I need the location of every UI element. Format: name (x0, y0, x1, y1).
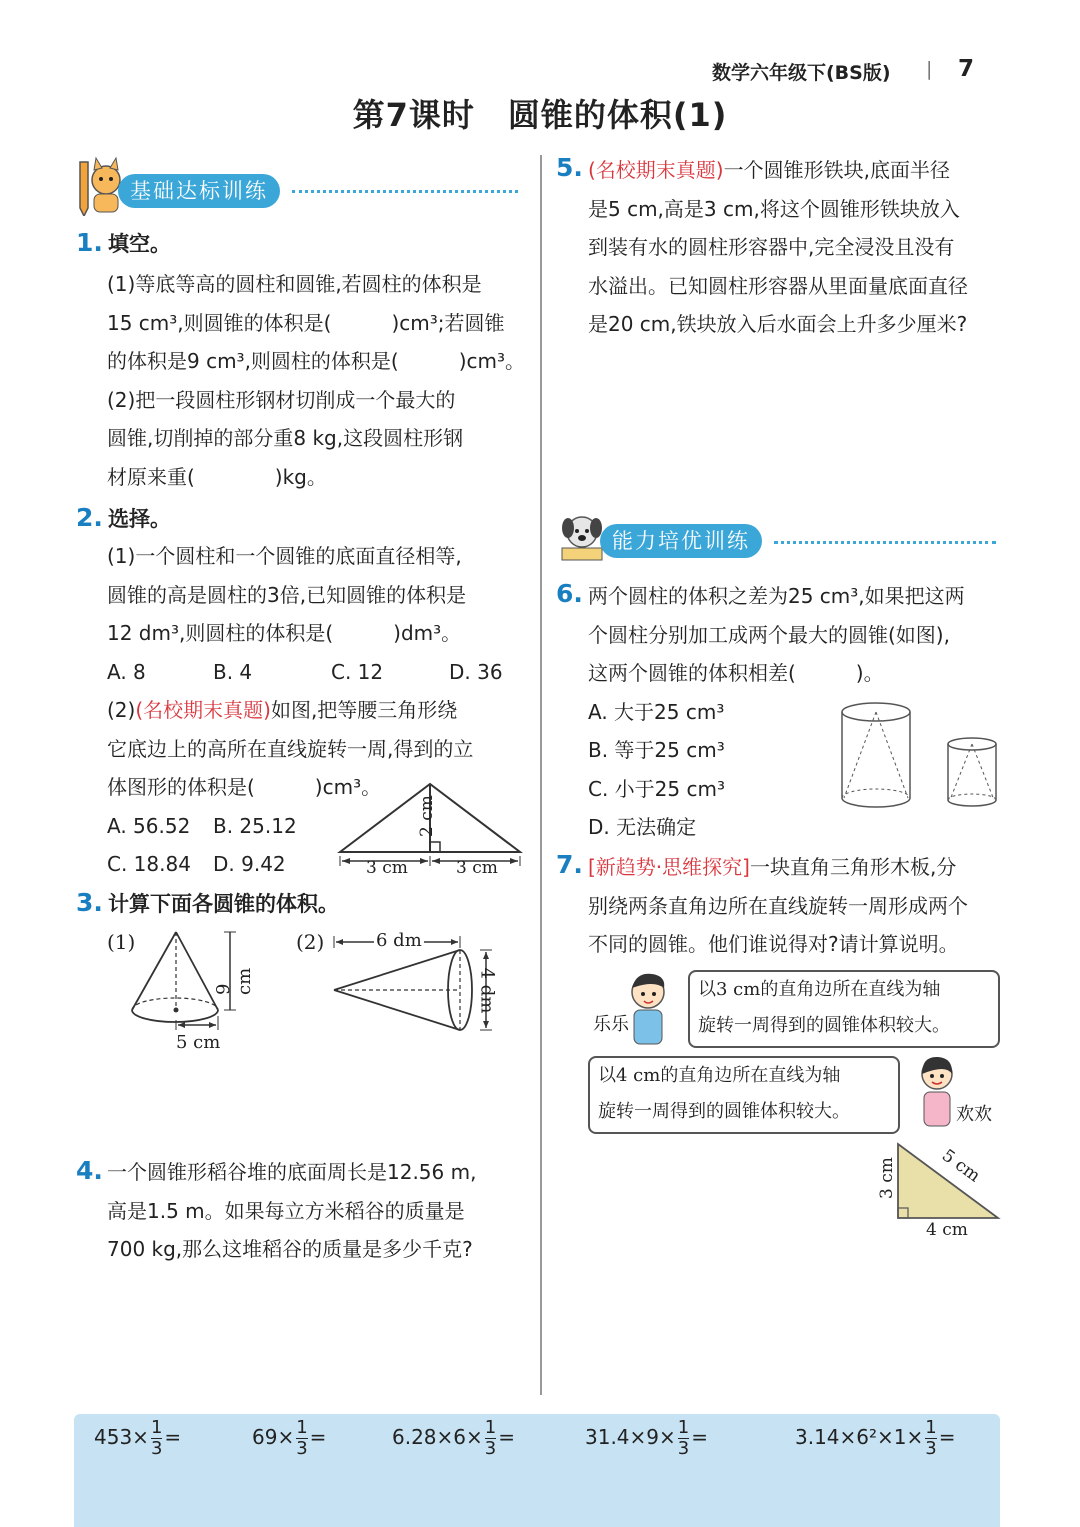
calc-num: 1 (677, 1417, 690, 1438)
q2-line: (1)一个圆柱和一个圆锥的底面直径相等, (107, 544, 462, 568)
q7-triangle-figure (870, 1138, 1010, 1248)
lesson-title: 第7课时 圆锥的体积(1) (352, 96, 728, 134)
q5-line: 是5 cm,高是3 cm,将这个圆锥形铁块放入 (588, 197, 960, 221)
banner-dots (774, 541, 996, 544)
q1-line: 的体积是9 cm³,则圆柱的体积是( )cm³。 (107, 349, 526, 373)
q2-number: 2. (76, 503, 103, 532)
calc-fraction (296, 1418, 307, 1459)
calc-num: 1 (925, 1417, 937, 1438)
section-banner-basic: 基础达标训练 (118, 174, 280, 208)
lele-line: 旋转一周得到的圆锥体积较大。 (698, 1015, 950, 1036)
calc-left: 69× (252, 1425, 295, 1449)
banner-dots (292, 190, 518, 193)
calc-right: = (691, 1425, 708, 1449)
column-divider (540, 155, 542, 1395)
calc-fraction (485, 1418, 496, 1459)
q7-num: 7. (556, 850, 583, 879)
q7-first-rest: 一块直角三角形木板,分 (749, 855, 957, 879)
calc-den: 3 (677, 1438, 690, 1459)
q5-body (588, 158, 1008, 348)
q7-tag: [新趋势·思维探究] (588, 855, 750, 879)
q1-body (107, 272, 537, 502)
huanhuan-name: 欢欢 (956, 1104, 992, 1125)
q2-line: 12 dm³,则圆柱的体积是( )dm³。 (107, 621, 462, 645)
q6-line: 这两个圆锥的体积相差( )。 (588, 661, 884, 685)
q5-first-rest: 一个圆锥形铁块,底面半径 (723, 158, 950, 182)
q2-p2-prefix: (2) (107, 698, 136, 722)
calc-fraction (678, 1418, 689, 1459)
calc-den: 3 (925, 1438, 937, 1459)
q7-line: 不同的圆锥。他们谁说得对?请计算说明。 (588, 932, 959, 956)
q3-p2-label: (2) (296, 930, 325, 954)
calc-den: 3 (296, 1438, 308, 1459)
q1-title: 填空。 (108, 232, 171, 256)
calc-left: 31.4×9× (585, 1425, 676, 1449)
q2-triangle-figure (336, 780, 526, 880)
q5-line: 到装有水的圆柱形容器中,完全浸没且没有 (588, 235, 955, 259)
q3 (76, 888, 339, 918)
calc-left: 3.14×6²×1× (795, 1425, 924, 1449)
calc-num: 1 (296, 1417, 308, 1438)
lele-line: 以3 cm的直角边所在直线为轴 (698, 979, 941, 1000)
q7-hyp: 5 cm (938, 1145, 984, 1187)
q2-p2-line (107, 698, 457, 722)
q2-line: 圆锥的高是圆柱的3倍,已知圆锥的体积是 (107, 583, 467, 607)
q6-line: 两个圆柱的体积之差为25 cm³,如果把这两 (588, 584, 965, 608)
q6-cylinders-figure (838, 700, 1008, 812)
calc-item (252, 1418, 326, 1459)
q7-body (588, 855, 1008, 965)
q2-title: 选择。 (108, 507, 171, 531)
q3-p1-radius: 5 cm (176, 1032, 221, 1053)
q3-cone-1 (128, 928, 255, 1058)
q7-first-line (588, 855, 956, 879)
calc-num: 1 (484, 1417, 497, 1438)
q6-line: 个圆柱分别加工成两个最大的圆锥(如图), (588, 623, 950, 647)
calc-left: 6.28×6× (392, 1425, 483, 1449)
q6-option-c: C. 小于25 cm³ (588, 777, 725, 801)
q2-option-b: B. 4 (213, 660, 253, 684)
q4-num: 4. (76, 1156, 103, 1185)
q1-number: 1. (76, 228, 103, 257)
huanhuan-line: 旋转一周得到的圆锥体积较大。 (598, 1101, 850, 1122)
q5-line: 水溢出。已知圆柱形容器从里面量底面直径 (588, 274, 968, 298)
q4-line: 高是1.5 m。如果每立方米稻谷的质量是 (107, 1199, 465, 1223)
q5-line: 是20 cm,铁块放入后水面会上升多少厘米? (588, 312, 968, 336)
pencil-cat-icon (74, 156, 124, 220)
book-title: 数学六年级下(BS版) (712, 62, 891, 84)
boy-avatar (624, 970, 674, 1052)
q2-option-a: A. 56.52 (107, 814, 191, 838)
q2-fig-right-base: 3 cm (456, 858, 498, 878)
q6-number (556, 579, 583, 608)
lele-speech-bubble (688, 970, 1000, 1048)
q1 (76, 228, 536, 258)
calc-den: 3 (150, 1438, 163, 1459)
q4-body (107, 1160, 537, 1270)
q2-option-b: B. 25.12 (213, 814, 297, 838)
calc-item (94, 1418, 181, 1459)
q1-line: 材原来重( )kg。 (107, 465, 327, 489)
q6-option-b: B. 等于25 cm³ (588, 738, 725, 762)
q4-line: 700 kg,那么这堆稻谷的质量是多少千克? (107, 1237, 473, 1261)
q2-line: 体图形的体积是( )cm³。 (107, 775, 382, 799)
q2-option-c: C. 18.84 (107, 852, 191, 876)
q5-num: 5. (556, 153, 583, 182)
q2-p2-rest: 如图,把等腰三角形绕 (270, 698, 458, 722)
calc-item (585, 1418, 708, 1459)
girl-avatar (916, 1054, 958, 1136)
huanhuan-speech-bubble (588, 1056, 900, 1134)
q6-option-d: D. 无法确定 (588, 815, 697, 839)
calc-left: 453× (94, 1425, 149, 1449)
q3-title: 计算下面各圆锥的体积。 (108, 892, 339, 916)
q2-option-a: A. 8 (107, 660, 146, 684)
calc-right: = (938, 1425, 956, 1449)
q2-p2-tag: (名校期末真题) (135, 698, 271, 722)
q6-option-a: A. 大于25 cm³ (588, 700, 725, 724)
section-banner-advanced: 能力培优训练 (600, 524, 762, 558)
q5-tag: (名校期末真题) (588, 158, 724, 182)
calc-fraction (151, 1418, 162, 1459)
q3-number: 3. (76, 888, 103, 917)
calc-den: 3 (484, 1438, 497, 1459)
q7-line: 别绕两条直角边所在直线旋转一周形成两个 (588, 894, 968, 918)
q3-p1-height: 9 cm (213, 967, 255, 995)
q5-number (556, 153, 583, 182)
q2 (76, 503, 171, 533)
calc-right: = (164, 1425, 182, 1449)
q1-line: 圆锥,切削掉的部分重8 kg,这段圆柱形钢 (107, 426, 464, 450)
q4-number (76, 1156, 103, 1185)
calc-fraction (925, 1418, 936, 1459)
q3-cone-2 (330, 926, 530, 1038)
q3-p2-length: 6 dm (376, 930, 422, 951)
q1-line: (1)等底等高的圆柱和圆锥,若圆柱的体积是 (107, 272, 482, 296)
q7-number (556, 850, 583, 879)
calc-right: = (309, 1425, 327, 1449)
q2-fig-height: 2 cm (416, 795, 437, 837)
page-number: 7 (958, 56, 975, 82)
q1-line: (2)把一段圆柱形钢材切削成一个最大的 (107, 388, 456, 412)
header-divider: | (926, 58, 933, 80)
q1-line: 15 cm³,则圆锥的体积是( )cm³;若圆锥 (107, 311, 505, 335)
q2-fig-left-base: 3 cm (366, 858, 408, 878)
calc-item (392, 1418, 515, 1459)
huanhuan-line: 以4 cm的直角边所在直线为轴 (598, 1065, 841, 1086)
q7-side-b: 4 cm (926, 1220, 968, 1240)
q3-p2-diameter: 4 dm (476, 967, 498, 1014)
q4-line: 一个圆锥形稻谷堆的底面周长是12.56 m, (107, 1160, 477, 1184)
q3-p1-label: (1) (107, 930, 136, 954)
calc-num: 1 (150, 1417, 163, 1438)
q2-option-d: D. 36 (449, 660, 503, 684)
q2-option-c: C. 12 (331, 660, 384, 684)
lele-name: 乐乐 (593, 1014, 629, 1035)
calc-item (795, 1418, 956, 1459)
q2-option-d: D. 9.42 (213, 852, 286, 876)
q6-num: 6. (556, 579, 583, 608)
q2-line: 它底边上的高所在直线旋转一周,得到的立 (107, 737, 474, 761)
q7-side-a: 3 cm (876, 1157, 897, 1199)
calc-right: = (498, 1425, 515, 1449)
q5-first-line (588, 158, 950, 182)
